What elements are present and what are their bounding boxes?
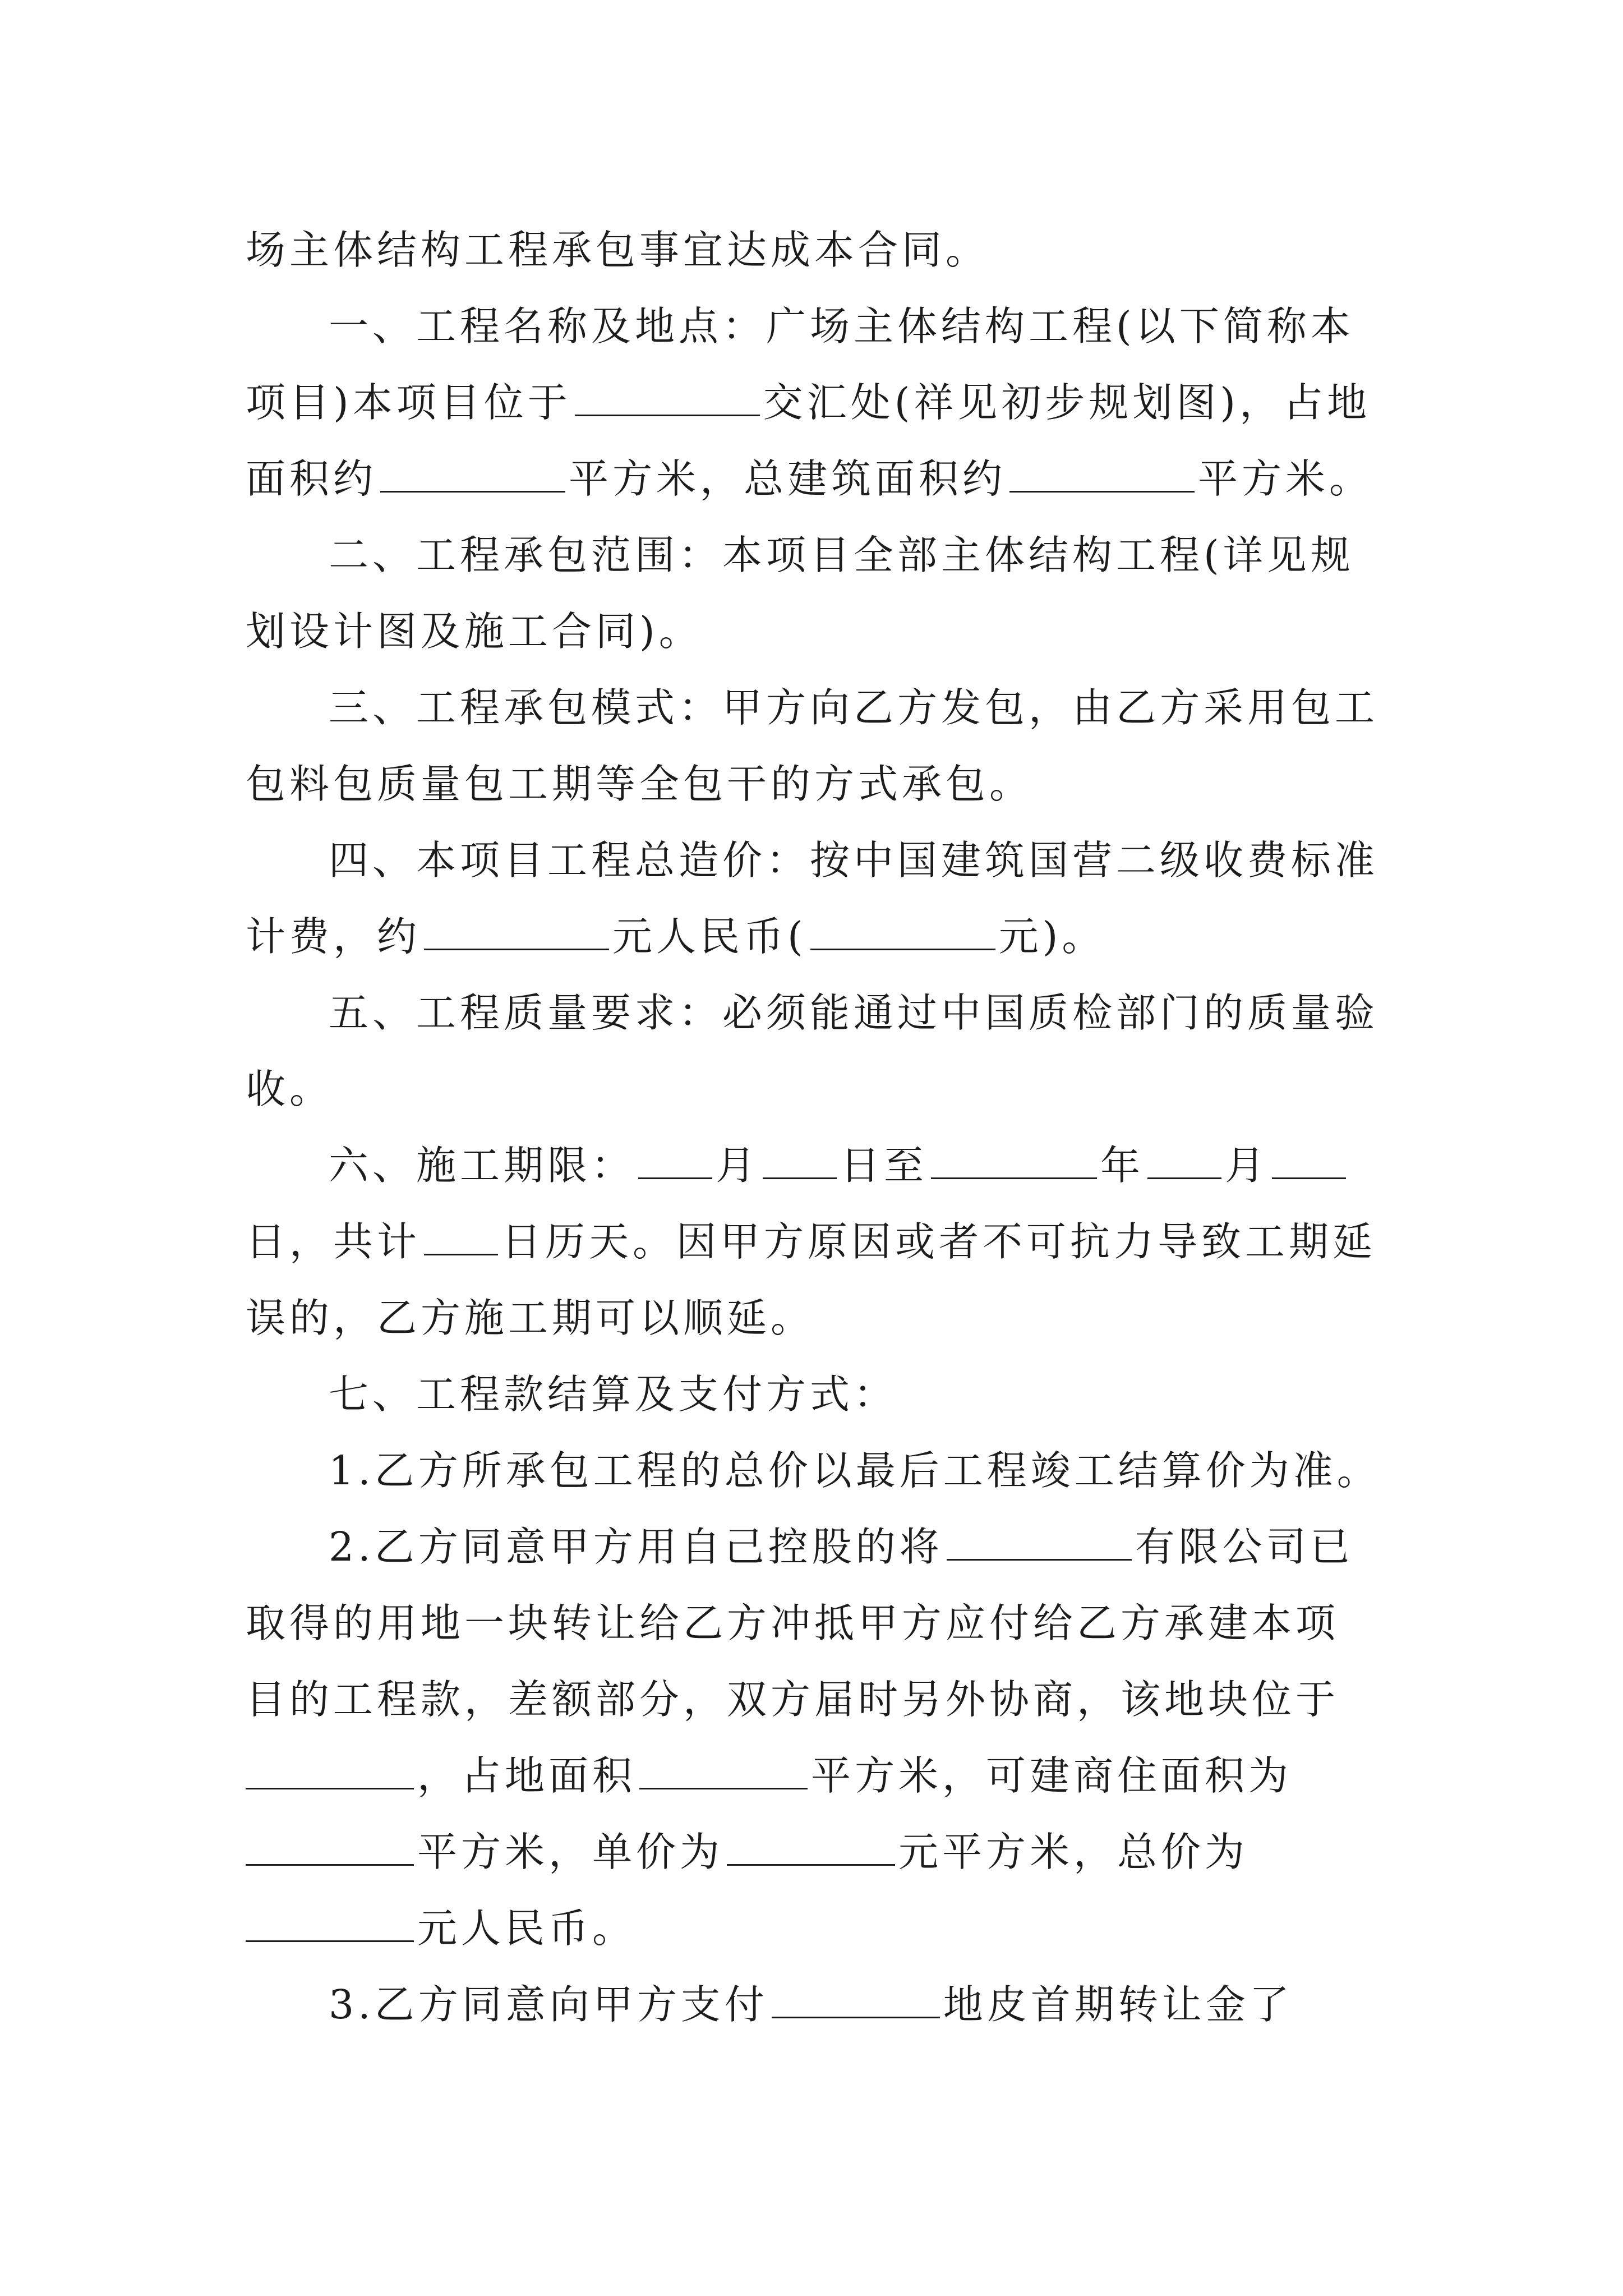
text-segment: 平方米。	[1198, 455, 1373, 502]
text-segment: 日至	[840, 1142, 928, 1189]
text-segment: 五、工程质量要求：必须能通过中国质检部门的质量验	[329, 990, 1379, 1036]
fill-in-blank	[810, 914, 995, 950]
text-line	[246, 1890, 1390, 1967]
text-line	[246, 212, 1390, 288]
text-line	[246, 1509, 1390, 1585]
text-line	[246, 1738, 1390, 1814]
text-segment: 交汇处(祥见初步规划图)，占地	[763, 379, 1371, 426]
text-line	[246, 1814, 1390, 1890]
text-line	[246, 1662, 1390, 1738]
text-line	[246, 517, 1390, 593]
text-line	[246, 288, 1390, 365]
fill-in-blank	[1272, 1143, 1346, 1179]
text-segment: 平方米，可建商住面积为	[811, 1752, 1293, 1799]
text-line	[246, 975, 1390, 1051]
text-segment: 元人民币。	[417, 1905, 637, 1952]
text-line	[246, 1585, 1390, 1662]
text-line	[246, 1280, 1390, 1356]
text-segment: 划设计图及施工合同)。	[246, 608, 703, 655]
text-line	[246, 1128, 1390, 1204]
text-line	[246, 899, 1390, 975]
fill-in-blank	[639, 1753, 808, 1789]
text-segment: 日，共计	[246, 1218, 421, 1265]
text-segment: 面积约	[246, 455, 377, 502]
text-segment: 六、施工期限：	[329, 1142, 635, 1189]
text-segment: 平方米，单价为	[417, 1829, 724, 1875]
text-segment: 月	[1225, 1142, 1269, 1189]
text-segment: 平方米，总建筑面积约	[569, 455, 1007, 502]
fill-in-blank	[380, 456, 565, 493]
fill-in-blank	[246, 1753, 414, 1789]
text-segment: 二、工程承包范围：本项目全部主体结构工程(详见规	[329, 532, 1354, 578]
fill-in-blank	[246, 1829, 414, 1866]
text-segment: 计费，约	[246, 913, 421, 960]
text-line	[246, 746, 1390, 822]
text-segment: 月	[716, 1142, 760, 1189]
text-segment: 项目)本项目位于	[246, 379, 571, 426]
text-line	[246, 822, 1390, 899]
text-line	[246, 1204, 1390, 1280]
fill-in-blank	[638, 1143, 712, 1179]
fill-in-blank	[424, 1219, 498, 1255]
text-segment: 包料包质量包工期等全包干的方式承包。	[246, 761, 1034, 807]
text-segment: 2.乙方同意甲方用自己控股的将	[329, 1524, 943, 1570]
text-line	[246, 670, 1390, 746]
text-segment: 七、工程款结算及支付方式：	[329, 1371, 898, 1418]
text-line	[246, 1051, 1390, 1128]
contract-body	[246, 212, 1390, 2043]
fill-in-blank	[1147, 1143, 1221, 1179]
text-segment: 元平方米，总价为	[898, 1829, 1249, 1875]
text-line	[246, 365, 1390, 441]
text-segment: 一、工程名称及地点：广场主体结构工程(以下简称本	[329, 303, 1354, 349]
text-line	[246, 1433, 1390, 1509]
text-segment: 场主体结构工程承包事宜达成本合同。	[246, 227, 990, 273]
text-line	[246, 1356, 1390, 1433]
text-segment: 目的工程款，差额部分，双方届时另外协商，该地块位于	[246, 1676, 1340, 1723]
text-segment: 四、本项目工程总造价：按中国建筑国营二级收费标准	[329, 837, 1379, 884]
text-segment: 1.乙方所承包工程的总价以最后工程竣工结算价为准。	[329, 1447, 1381, 1494]
text-segment: 取得的用地一块转让给乙方冲抵甲方应付给乙方承建本项	[246, 1600, 1340, 1646]
text-segment: 元)。	[998, 913, 1106, 960]
text-segment: 收。	[246, 1066, 334, 1112]
fill-in-blank	[772, 1982, 940, 2018]
fill-in-blank	[763, 1143, 837, 1179]
fill-in-blank	[931, 1143, 1097, 1179]
text-segment: 日历天。因甲方原因或者不可抗力导致工期延	[501, 1218, 1377, 1265]
text-segment: 地皮首期转让金了	[943, 1981, 1293, 2028]
text-line	[246, 441, 1390, 517]
fill-in-blank	[1009, 456, 1195, 493]
fill-in-blank	[424, 914, 609, 950]
text-line	[246, 1967, 1390, 2043]
text-segment: 误的，乙方施工期可以顺延。	[246, 1295, 815, 1341]
fill-in-blank	[246, 1906, 414, 1942]
fill-in-blank	[727, 1829, 895, 1866]
text-segment: 3.乙方同意向甲方支付	[329, 1981, 768, 2028]
fill-in-blank	[947, 1524, 1132, 1561]
fill-in-blank	[575, 380, 760, 416]
text-segment: 元人民币(	[612, 913, 807, 960]
text-line	[246, 593, 1390, 670]
text-segment: 有限公司已	[1135, 1524, 1354, 1570]
text-segment: 年	[1100, 1142, 1145, 1189]
text-segment: 三、工程承包模式：甲方向乙方发包，由乙方采用包工	[329, 684, 1379, 731]
text-segment: ，占地面积	[417, 1752, 637, 1799]
